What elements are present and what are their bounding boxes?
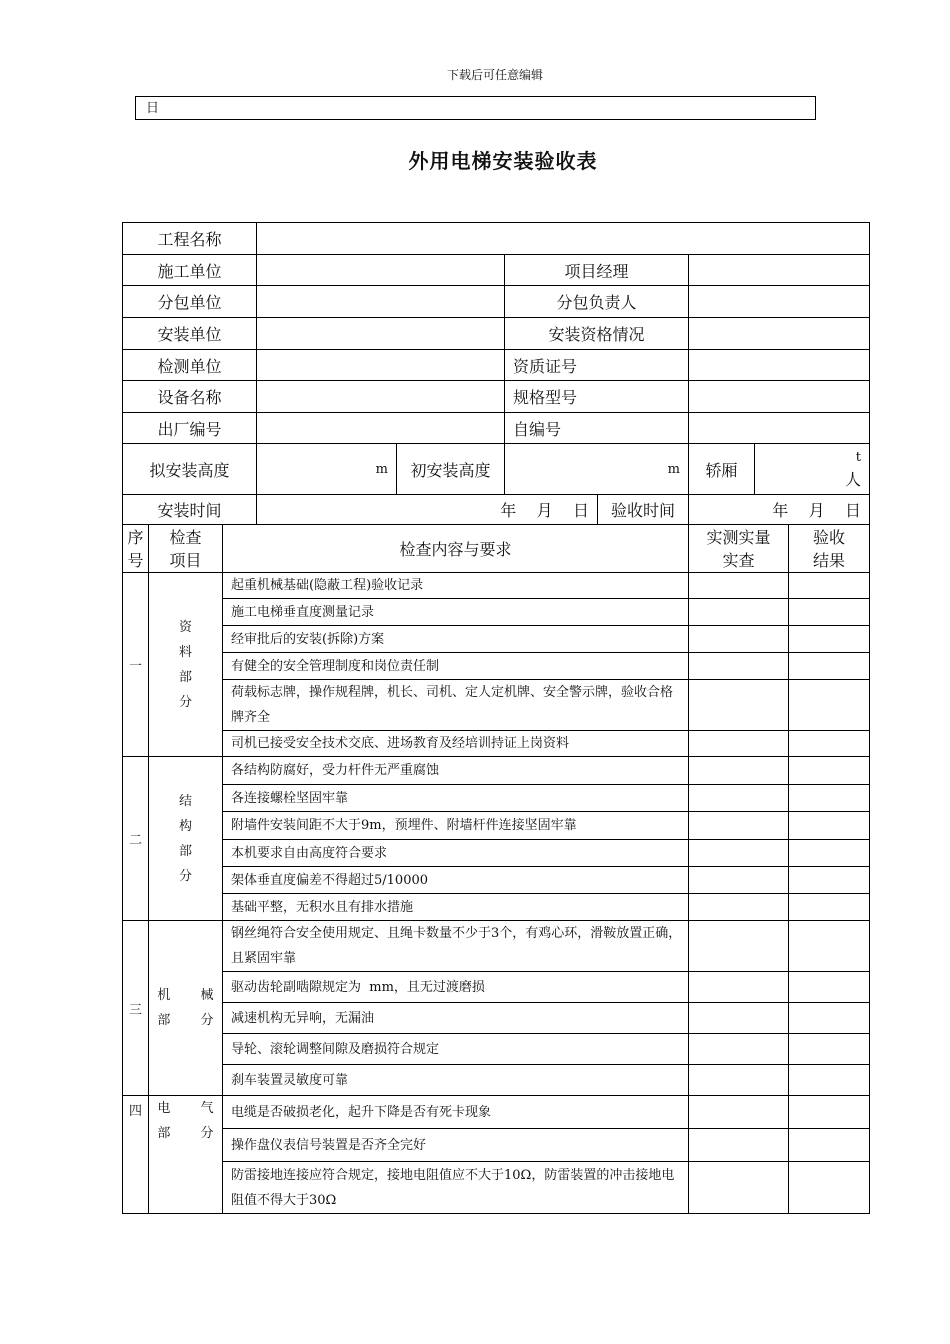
table-row <box>123 1034 870 1065</box>
table-row <box>123 599 870 626</box>
section-seq: 四 <box>123 1096 149 1214</box>
table-row <box>123 731 870 757</box>
check-item: 驱动齿轮副啮隙规定为 mm，且无过渡磨损 <box>223 972 689 1003</box>
section-seq: 三 <box>123 921 149 1096</box>
label-construction-unit: 施工单位 <box>123 255 257 286</box>
check-item: 操作盘仪表信号装置是否齐全完好 <box>223 1129 689 1162</box>
value-install-time[interactable]: 年 月 日 <box>257 495 598 525</box>
measured-cell[interactable] <box>689 894 789 921</box>
label-initial-height: 初安装高度 <box>397 444 505 495</box>
value-factory-no[interactable] <box>257 413 505 444</box>
label-cert-no: 资质证号 <box>505 350 689 381</box>
value-initial-height[interactable]: m <box>505 444 689 495</box>
table-row <box>123 1065 870 1096</box>
table-row <box>123 840 870 867</box>
check-item: 架体垂直度偏差不得超过5/10000 <box>223 867 689 894</box>
measured-cell[interactable] <box>689 573 789 599</box>
measured-cell[interactable] <box>689 731 789 757</box>
value-equipment-name[interactable] <box>257 381 505 413</box>
check-item: 电缆是否破损老化，起升下降是否有死卡现象 <box>223 1096 689 1129</box>
cage-unit-t: t <box>855 450 861 465</box>
table-row <box>123 1129 870 1162</box>
measured-header-line2: 实查 <box>722 550 755 570</box>
item-header-line2: 项目 <box>169 550 202 570</box>
label-project-manager: 项目经理 <box>505 255 689 286</box>
check-item: 起重机械基础(隐蔽工程)验收记录 <box>223 573 689 599</box>
label-testing-unit: 检测单位 <box>123 350 257 381</box>
check-item: 钢丝绳符合安全使用规定、且绳卡数量不少于3个，有鸡心环，滑鞍放置正确，且紧固牢靠 <box>223 921 689 972</box>
table-row <box>123 1003 870 1034</box>
measured-cell[interactable] <box>689 972 789 1003</box>
category-char: 料 <box>178 644 192 660</box>
table-row <box>123 894 870 921</box>
seq-header-line2: 号 <box>127 550 144 570</box>
page-title: 外用电梯安装验收表 <box>408 149 598 173</box>
col-header-item <box>149 525 223 573</box>
measured-cell[interactable] <box>689 653 789 680</box>
check-item: 导轮、滚轮调整间隙及磨损符合规定 <box>223 1034 689 1065</box>
table-row <box>123 1162 870 1214</box>
result-cell[interactable] <box>789 867 870 894</box>
result-cell[interactable] <box>789 573 870 599</box>
seq-header-line1: 序 <box>127 527 144 547</box>
measured-cell[interactable] <box>689 1065 789 1096</box>
check-item: 防雷接地连接应符合规定，接地电阻值应不大于10Ω，防雷装置的冲击接地电阻值不得大于30Ω <box>223 1162 689 1214</box>
col-header-seq <box>123 525 149 573</box>
category-char: 分 <box>178 868 192 884</box>
result-cell[interactable] <box>789 785 870 812</box>
col-header-result <box>789 525 870 573</box>
table-row <box>123 972 870 1003</box>
measured-cell[interactable] <box>689 680 789 731</box>
measured-cell[interactable] <box>689 599 789 626</box>
result-cell[interactable] <box>789 680 870 731</box>
check-item: 有健全的安全管理制度和岗位责任制 <box>223 653 689 680</box>
value-cert-no[interactable] <box>689 350 870 381</box>
result-cell[interactable] <box>789 731 870 757</box>
category-char: 部 分 <box>157 1126 214 1141</box>
result-header-line1: 验收 <box>812 527 845 547</box>
measured-cell[interactable] <box>689 1096 789 1129</box>
result-cell[interactable] <box>789 921 870 972</box>
check-item: 本机要求自由高度符合要求 <box>223 840 689 867</box>
top-box: 日 <box>135 96 816 120</box>
label-factory-no: 出厂编号 <box>123 413 257 444</box>
section-seq: 二 <box>123 757 149 921</box>
label-project-name: 工程名称 <box>123 223 257 255</box>
cage-unit-person: 人 <box>844 470 861 489</box>
check-item: 荷载标志牌，操作规程牌，机长、司机、定人定机牌、安全警示牌，验收合格牌齐全 <box>223 680 689 731</box>
check-item: 施工电梯垂直度测量记录 <box>223 599 689 626</box>
result-cell[interactable] <box>789 1065 870 1096</box>
category-char: 结 <box>178 793 192 809</box>
col-header-content: 检查内容与要求 <box>223 525 689 573</box>
check-item: 减速机构无异响，无漏油 <box>223 1003 689 1034</box>
table-row <box>123 921 870 972</box>
category-char: 部 <box>178 669 192 685</box>
table-row <box>123 573 870 599</box>
check-item: 附墙件安装间距不大于9m，预埋件、附墙杆件连接坚固牢靠 <box>223 812 689 840</box>
measured-cell[interactable] <box>689 867 789 894</box>
result-cell[interactable] <box>789 1162 870 1214</box>
measured-cell[interactable] <box>689 1003 789 1034</box>
label-install-unit: 安装单位 <box>123 318 257 350</box>
page-header: 下载后可任意编辑 <box>446 68 543 82</box>
label-self-no: 自编号 <box>505 413 689 444</box>
label-planned-height: 拟安装高度 <box>123 444 257 495</box>
measured-cell[interactable] <box>689 1034 789 1065</box>
result-cell[interactable] <box>789 599 870 626</box>
value-subcontract-unit[interactable] <box>257 286 505 318</box>
value-install-unit[interactable] <box>257 318 505 350</box>
measured-cell[interactable] <box>689 840 789 867</box>
check-item: 各结构防腐好，受力杆件无严重腐蚀 <box>223 757 689 785</box>
category-char: 资 <box>178 619 192 635</box>
measured-cell[interactable] <box>689 626 789 653</box>
sections-body <box>123 573 870 1214</box>
measured-cell[interactable] <box>689 812 789 840</box>
check-item: 各连接螺栓坚固牢靠 <box>223 785 689 812</box>
value-install-qualification[interactable] <box>689 318 870 350</box>
result-header-line2: 结果 <box>812 550 845 570</box>
result-cell[interactable] <box>789 840 870 867</box>
result-cell[interactable] <box>789 653 870 680</box>
value-project-manager[interactable] <box>689 255 870 286</box>
result-cell[interactable] <box>789 972 870 1003</box>
result-cell[interactable] <box>789 1003 870 1034</box>
table-row <box>123 812 870 840</box>
table-row <box>123 1096 870 1129</box>
category-char: 部 <box>178 843 192 859</box>
measured-header-line1: 实测实量 <box>706 527 771 547</box>
check-item: 经审批后的安装(拆除)方案 <box>223 626 689 653</box>
measured-cell[interactable] <box>689 785 789 812</box>
label-cage: 轿厢 <box>689 444 755 495</box>
section-category <box>149 757 223 921</box>
measured-cell[interactable] <box>689 1129 789 1162</box>
table-row <box>123 785 870 812</box>
check-item: 刹车装置灵敏度可靠 <box>223 1065 689 1096</box>
section-category <box>149 921 223 1096</box>
category-char: 构 <box>178 818 192 834</box>
table-row <box>123 653 870 680</box>
acceptance-table <box>122 222 870 1214</box>
label-spec-model: 规格型号 <box>505 381 689 413</box>
table-row <box>123 626 870 653</box>
label-install-qualification: 安装资格情况 <box>505 318 689 350</box>
label-equipment-name: 设备名称 <box>123 381 257 413</box>
result-cell[interactable] <box>789 1096 870 1129</box>
value-subcontract-leader[interactable] <box>689 286 870 318</box>
value-planned-height[interactable]: m <box>257 444 397 495</box>
value-testing-unit[interactable] <box>257 350 505 381</box>
label-accept-time: 验收时间 <box>598 495 689 525</box>
category-char: 分 <box>178 694 192 710</box>
section-category <box>149 573 223 757</box>
result-cell[interactable] <box>789 1129 870 1162</box>
table-row <box>123 680 870 731</box>
section-category <box>149 1096 223 1214</box>
check-item: 基础平整，无积水且有排水措施 <box>223 894 689 921</box>
category-char: 部 分 <box>157 1013 214 1028</box>
table-row <box>123 757 870 785</box>
result-cell[interactable] <box>789 812 870 840</box>
label-subcontract-leader: 分包负责人 <box>505 286 689 318</box>
label-subcontract-unit: 分包单位 <box>123 286 257 318</box>
table-row <box>123 867 870 894</box>
result-cell[interactable] <box>789 757 870 785</box>
value-cage[interactable] <box>755 444 870 495</box>
result-cell[interactable] <box>789 894 870 921</box>
value-spec-model[interactable] <box>689 381 870 413</box>
value-project-name[interactable] <box>257 223 870 255</box>
measured-cell[interactable] <box>689 1162 789 1214</box>
category-char: 机 械 <box>157 988 214 1003</box>
check-item: 司机已接受安全技术交底、进场教育及经培训持证上岗资料 <box>223 731 689 757</box>
value-construction-unit[interactable] <box>257 255 505 286</box>
section-seq: 一 <box>123 573 149 757</box>
result-cell[interactable] <box>789 626 870 653</box>
label-install-time: 安装时间 <box>123 495 257 525</box>
item-header-line1: 检查 <box>169 527 202 547</box>
value-self-no[interactable] <box>689 413 870 444</box>
category-char: 电 气 <box>157 1101 214 1116</box>
result-cell[interactable] <box>789 1034 870 1065</box>
value-accept-time[interactable]: 年 月 日 <box>689 495 870 525</box>
measured-cell[interactable] <box>689 757 789 785</box>
col-header-measured <box>689 525 789 573</box>
measured-cell[interactable] <box>689 921 789 972</box>
